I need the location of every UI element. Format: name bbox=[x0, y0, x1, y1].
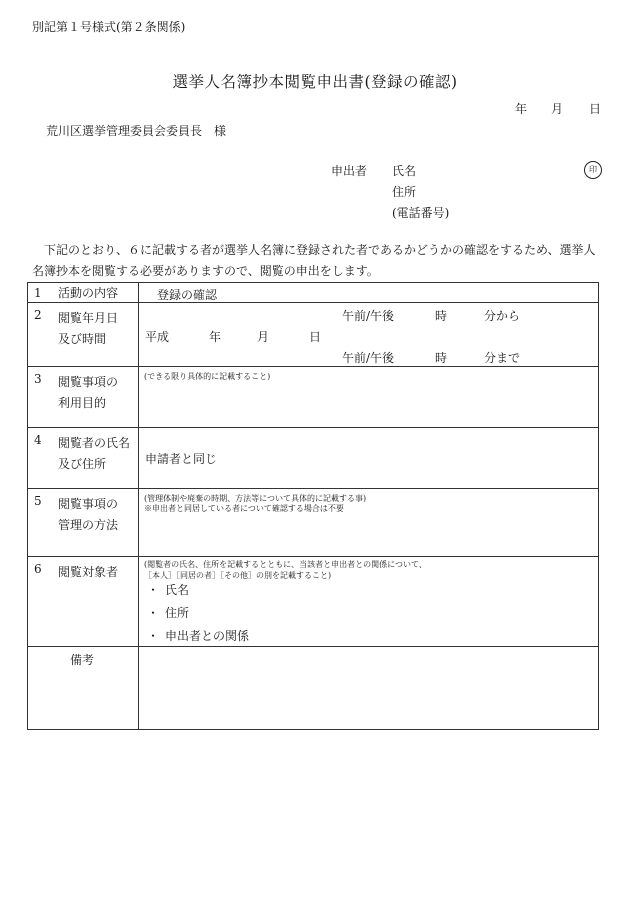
target-instruction-line2: ［本人］［同居の者］［その他］の別を記載すること) bbox=[144, 571, 332, 580]
row-datetime-label-cell bbox=[28, 303, 139, 367]
activity-value-cell[interactable] bbox=[139, 283, 599, 303]
request-statement: 下記のとおり、６に記載する者が選挙人名簿に登録された者であるかどうかの確認をするため、選挙人名簿抄本を閲覧する必要がありますので、閲覧の申出をします。 bbox=[32, 243, 596, 278]
viewer-value-cell[interactable] bbox=[139, 428, 599, 489]
row-label-line2: 及び住所 bbox=[58, 457, 107, 471]
row-datetime bbox=[28, 303, 599, 367]
applicant-name-label: 氏名 bbox=[392, 164, 417, 178]
datetime-value-cell[interactable] bbox=[139, 303, 599, 367]
row-purpose-label-cell bbox=[28, 367, 139, 428]
management-instruction: (管理体制や廃棄の時期、方法等について具体的に記載する事) bbox=[144, 494, 367, 503]
bullet-mark: ・ bbox=[147, 583, 160, 597]
management-exception-note: ※申出者と同居している者について確認する場合は不要 bbox=[144, 504, 344, 513]
row-activity bbox=[28, 283, 599, 303]
list-item bbox=[147, 602, 249, 625]
ampm-from: 午前/午後 bbox=[342, 309, 395, 323]
row-label-line2: 管理の方法 bbox=[58, 518, 119, 532]
form-number-label: 別記第１号様式(第２条関係) bbox=[32, 20, 186, 34]
seal-text: 印 bbox=[589, 165, 597, 174]
activity-value: 登録の確認 bbox=[157, 288, 218, 302]
row-activity-label-cell bbox=[28, 283, 139, 303]
row-remarks bbox=[28, 647, 599, 730]
hour-from: 時 bbox=[435, 309, 448, 323]
row-number: 4 bbox=[34, 433, 42, 447]
row-remarks-label-cell bbox=[28, 647, 139, 730]
row-number: 6 bbox=[34, 562, 42, 576]
row-purpose bbox=[28, 367, 599, 428]
row-viewer-label-cell bbox=[28, 428, 139, 489]
addressee: 荒川区選挙管理委員会委員長 様 bbox=[46, 124, 227, 138]
row-label-line1: 閲覧事項の bbox=[58, 375, 119, 389]
date-year-label: 年 bbox=[515, 102, 528, 116]
seal-mark bbox=[584, 161, 602, 179]
hour-to: 時 bbox=[435, 351, 448, 365]
date-month-label: 月 bbox=[551, 102, 564, 116]
row-label-line2: 及び時間 bbox=[58, 332, 107, 346]
list-item-text: 住所 bbox=[165, 606, 190, 620]
row-label-line1: 閲覧者の氏名 bbox=[58, 436, 131, 450]
applicant-label: 申出者 bbox=[331, 164, 368, 178]
row-target-label-cell bbox=[28, 557, 139, 647]
era-label: 平成 bbox=[145, 330, 170, 344]
year-label: 年 bbox=[209, 330, 222, 344]
applicant-address-label: 住所 bbox=[392, 185, 417, 199]
list-item-text: 氏名 bbox=[165, 583, 190, 597]
row-label-line1: 閲覧年月日 bbox=[58, 311, 119, 325]
month-label: 月 bbox=[257, 330, 270, 344]
management-value-cell[interactable] bbox=[139, 489, 599, 557]
list-item bbox=[147, 579, 249, 602]
bullet-mark: ・ bbox=[147, 606, 160, 620]
row-management-label-cell bbox=[28, 489, 139, 557]
list-item-text: 申出者との関係 bbox=[165, 629, 250, 643]
target-item-list bbox=[147, 579, 249, 648]
row-number: 5 bbox=[34, 494, 42, 508]
minute-from: 分から bbox=[484, 309, 521, 323]
row-label-line1: 閲覧事項の bbox=[58, 497, 119, 511]
row-management bbox=[28, 489, 599, 557]
row-label-line2: 利用目的 bbox=[58, 396, 107, 410]
list-item bbox=[147, 625, 249, 648]
row-label: 備考 bbox=[70, 653, 95, 667]
purpose-value-cell[interactable] bbox=[139, 367, 599, 428]
row-number: 3 bbox=[34, 372, 42, 386]
row-viewer bbox=[28, 428, 599, 489]
document-title: 選挙人名簿抄本閲覧申出書(登録の確認) bbox=[172, 73, 458, 91]
row-label: 閲覧対象者 bbox=[58, 565, 119, 579]
day-label: 日 bbox=[309, 330, 322, 344]
row-number: 2 bbox=[34, 308, 42, 322]
purpose-instruction: (できる限り具体的に記載すること) bbox=[144, 372, 271, 381]
remarks-value-cell[interactable] bbox=[139, 647, 599, 730]
minute-to: 分まで bbox=[484, 351, 521, 365]
date-day-label: 日 bbox=[589, 102, 602, 116]
row-target bbox=[28, 557, 599, 647]
ampm-to: 午前/午後 bbox=[342, 351, 395, 365]
target-value-cell[interactable] bbox=[139, 557, 599, 647]
row-number: 1 bbox=[34, 286, 42, 300]
target-instruction-line1: (閲覧者の氏名、住所を記載するとともに、当該者と申出者との関係について、 bbox=[144, 560, 427, 569]
applicant-phone-label: (電話番号) bbox=[392, 206, 450, 220]
row-label: 活動の内容 bbox=[58, 286, 119, 300]
bullet-mark: ・ bbox=[147, 629, 160, 643]
application-form-table bbox=[27, 282, 599, 730]
viewer-value: 申請者と同じ bbox=[145, 452, 218, 466]
